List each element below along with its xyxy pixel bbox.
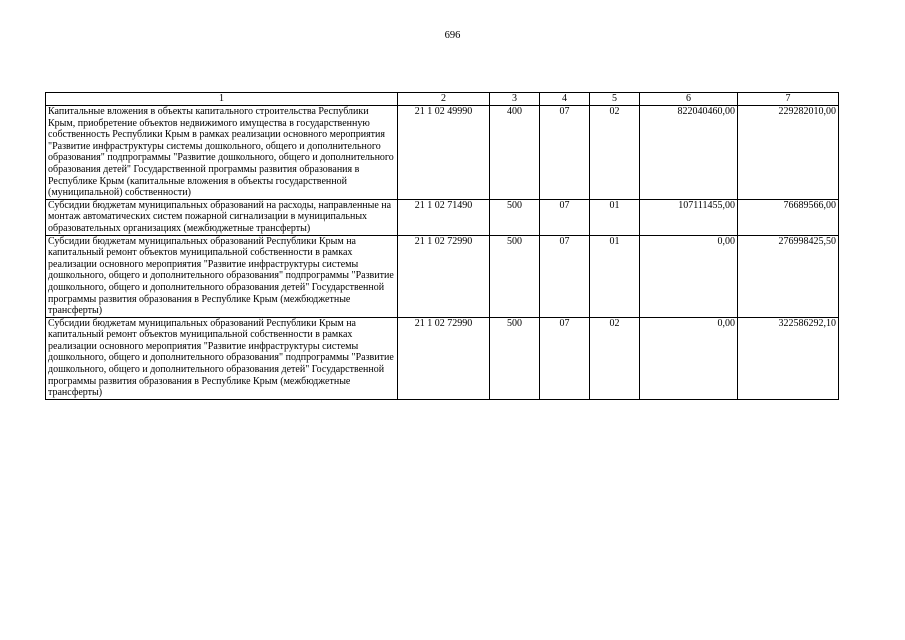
row-col3: 500 [490,199,540,235]
row-target-code: 21 1 02 71490 [398,199,490,235]
column-header: 7 [738,93,839,106]
row-target-code: 21 1 02 49990 [398,106,490,200]
row-amount-col6: 822040460,00 [640,106,738,200]
column-header: 4 [540,93,590,106]
row-col3: 500 [490,235,540,317]
table-row [46,199,839,235]
row-amount-col6: 0,00 [640,317,738,399]
row-col4: 07 [540,317,590,399]
table-row [46,317,839,399]
page-number: 696 [444,30,461,41]
row-target-code: 21 1 02 72990 [398,317,490,399]
row-col5: 01 [590,235,640,317]
row-col4: 07 [540,106,590,200]
row-col5: 02 [590,106,640,200]
row-description: Субсидии бюджетам муниципальных образований на расходы, направленные на монтаж автоматических систем пожарной сигнализации в муниципальных образовательных организациях (межбюджетные трансферты) [46,199,398,235]
row-amount-col7: 276998425,50 [738,235,839,317]
row-col4: 07 [540,199,590,235]
row-description: Субсидии бюджетам муниципальных образований Республики Крым на капитальный ремонт объектов муниципальной собственности в рамках реализации основного мероприятия "Развитие инфраструктуры системы дошкольного, общего и дополнительного образования" подпрограммы "Развитие дошкольного, общего и дополнительного образования детей" Государственной программы развития образования в Республике Крым (межбюджетные трансферты) [46,317,398,399]
row-target-code: 21 1 02 72990 [398,235,490,317]
column-header: 6 [640,93,738,106]
row-amount-col6: 107111455,00 [640,199,738,235]
row-col3: 400 [490,106,540,200]
row-col5: 02 [590,317,640,399]
row-description: Субсидии бюджетам муниципальных образований Республики Крым на капитальный ремонт объектов муниципальной собственности в рамках реализации основного мероприятия "Развитие инфраструктуры системы дошкольного, общего и дополнительного образования" подпрограммы "Развитие дошкольного, общего и дополнительного образования детей" Государственной программы развития образования в Республике Крым (межбюджетные трансферты) [46,235,398,317]
row-col5: 01 [590,199,640,235]
row-col4: 07 [540,235,590,317]
column-header: 2 [398,93,490,106]
column-header: 1 [46,93,398,106]
column-header: 3 [490,93,540,106]
row-col3: 500 [490,317,540,399]
row-description: Капитальные вложения в объекты капитального строительства Республики Крым, приобретение объектов недвижимого имущества в государственную собственность Республики Крым в рамках реализации основного мероприятия "Развитие инфраструктуры системы дошкольного, общего и дополнительного образования" подпрограммы "Развитие дошкольного, общего и дополнительного образования детей" Государственной программы развития образования в Республике Крым (капитальные вложения в объекты государственной (муниципальной) собственности) [46,106,398,200]
header-row [46,93,839,106]
table-row [46,235,839,317]
row-amount-col7: 322586292,10 [738,317,839,399]
budget-table [45,92,839,400]
row-amount-col7: 76689566,00 [738,199,839,235]
row-amount-col7: 229282010,00 [738,106,839,200]
table-row [46,106,839,200]
row-amount-col6: 0,00 [640,235,738,317]
column-header: 5 [590,93,640,106]
